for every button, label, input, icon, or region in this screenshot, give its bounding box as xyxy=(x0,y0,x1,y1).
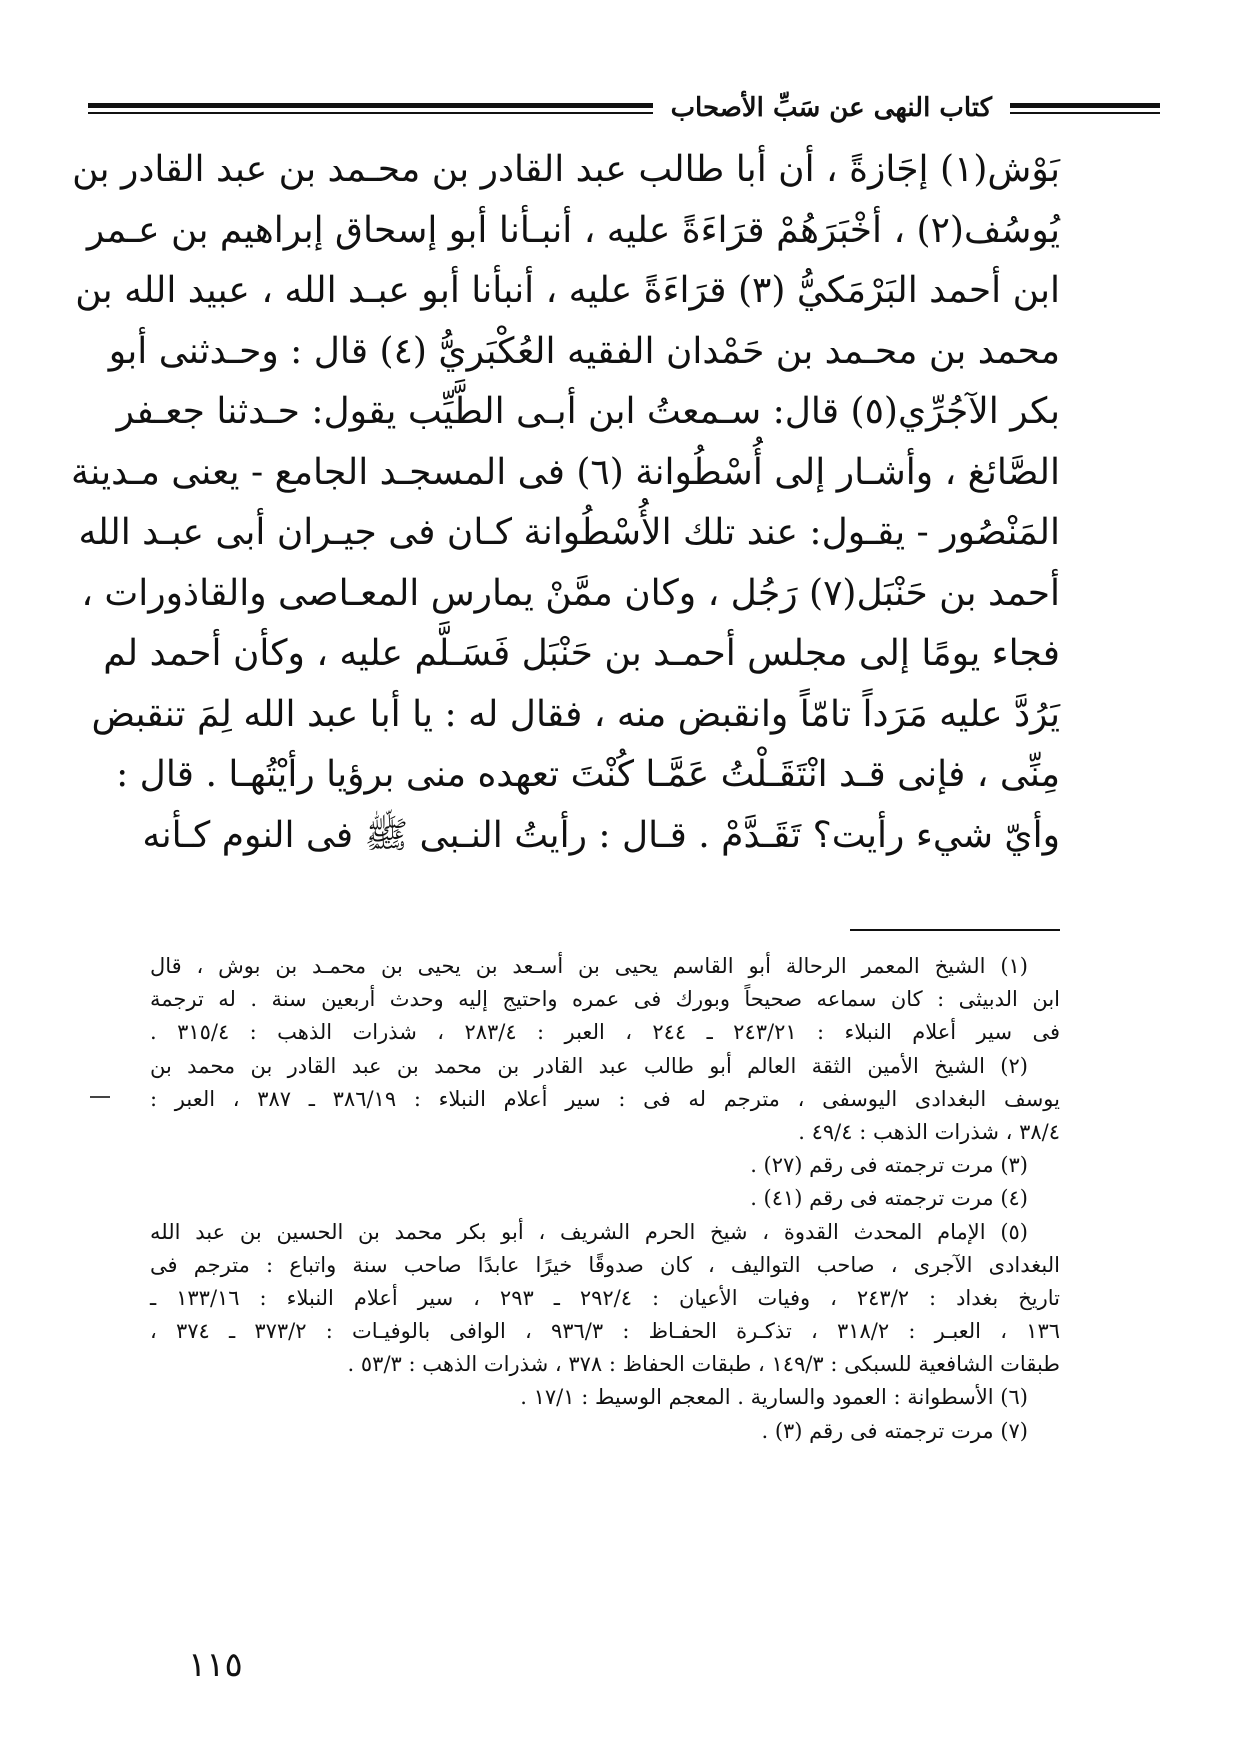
footnote-separator xyxy=(850,929,1060,931)
footnote-line: البغدادى الآجرى ، صاحب التواليف ، كان صدوقًا خيرًا عابدًا صاحب سنة واتباع : مترجم فى xyxy=(150,1252,1060,1277)
text-line: يُوسُف(٢) ، أخْبَرَهُمْ قرَاءَةً عليه ، أنبـأنا أبو إسحاق إبراهيم بن عـمر xyxy=(86,209,1060,251)
text-line: أحمد بن حَنْبَل(٧) رَجُل ، وكان ممَّنْ يمارس المعـاصى والقاذورات ، xyxy=(81,572,1060,614)
footnote-line: (٢) الشيخ الأمين الثقة العالم أبو طالب عبد القادر بن محمد بن عبد القادر بن محمد بن xyxy=(150,1053,1028,1078)
text-line: فجاء يومًا إلى مجلس أحمـد بن حَنْبَل فَسَـلَّم عليه ، وكأن أحمد لم xyxy=(103,633,1060,674)
footnote-line: ١٣٦ ، العبـر : ٣١٨/٢ ، تذكـرة الحفـاظ : ٩٣٦/٣ ، الوافى بالوفيـات : ٣٧٣/٢ ـ ٣٧٤ ، xyxy=(150,1319,1061,1344)
footnote-line: طبقات الشافعية للسبكى : ١٤٩/٣ ، طبقات الحفاظ : ٣٧٨ ، شذرات الذهب : ٥٣/٣ . xyxy=(347,1352,1060,1377)
footnotes xyxy=(150,950,1060,1448)
footnote-line: يوسف البغدادى اليوسفى ، مترجم له فى : سير أعلام النبلاء : ٣٨٦/١٩ ـ ٣٨٧ ، العبر : xyxy=(150,1086,1060,1111)
footnote-line: (٣) مرت ترجمته فى رقم (٢٧) . xyxy=(750,1153,1028,1178)
footnote-line: (٦) الأسطوانة : العمود والسارية . المعجم الوسيط : ١٧/١ . xyxy=(520,1385,1028,1410)
page-number: ١١٥ xyxy=(188,1645,243,1685)
text-line: ابن أحمد البَرْمَكيُّ (٣) قرَاءَةً عليه ، أنبأنا أبو عبـد الله ، عبيد الله بن xyxy=(75,270,1060,311)
text-line: وأيّ شيء رأيت؟ تَقَـدَّمْ . قـال : رأيتُ النـبى ﷺ فى النوم كـأنه xyxy=(142,814,1060,856)
margin-mark xyxy=(90,1096,110,1098)
footnote-line: فى سير أعلام النبلاء : ٢٤٣/٢١ ـ ٢٤٤ ، العبر : ٢٨٣/٤ ، شذرات الذهب : ٣١٥/٤ . xyxy=(150,1020,1060,1045)
header-rule-right xyxy=(1010,103,1160,114)
header-rule-left xyxy=(88,103,653,114)
main-text xyxy=(70,140,1060,866)
text-line: بَوْش(١) إجَازةً ، أن أبا طالب عبد القادر بن محـمد بن عبد القادر بن xyxy=(72,149,1060,190)
footnote-line: ٣٨/٤ ، شذرات الذهب : ٤٩/٤ . xyxy=(798,1119,1060,1144)
text-line: مِنِّى ، فإنى قـد انْتَقَـلْتُ عَمَّـا كُنْتَ تعهده منى برؤيا رأيْتُهـا . قال : xyxy=(116,754,1060,795)
footnote-line: (٧) مرت ترجمته فى رقم (٣) . xyxy=(761,1418,1028,1443)
text-line: الصَّائغ ، وأشـار إلى أُسْطُوانة (٦) فى المسجـد الجامع - يعنى مـدينة xyxy=(70,451,1060,493)
footnote-line: ابن الدبيثى : كان سماعه صحيحاً وبورك فى عمره واحتيج إليه وحدث أربعين سنة . له ترجمة xyxy=(150,987,1060,1012)
footnote-line: (٤) مرت ترجمته فى رقم (٤١) . xyxy=(750,1186,1028,1211)
footnote-line: تاريخ بغداد : ٢٤٣/٢ ، وفيات الأعيان : ٢٩٢/٤ ـ ٢٩٣ ، سير أعلام النبلاء : ١٣٣/١٦ ـ xyxy=(150,1285,1060,1310)
book-title: كتاب النهى عن سَبِّ الأصحاب xyxy=(670,93,992,123)
text-line: المَنْصُور - يقـول: عند تلك الأُسْطُوانة كـان فى جيـران أبى عبـد الله xyxy=(78,512,1060,553)
footnote-line: (١) الشيخ المعمر الرحالة أبو القاسم يحيى بن أسـعد بن يحيى بن محمـد بن بوش ، قال xyxy=(150,954,1028,978)
text-line: بكر الآجُرِّي(٥) قال: سـمعتُ ابن أبـى الطَّيِّب يقول: حـدثنا جعـفر xyxy=(116,391,1060,432)
text-line: يَرُدَّ عليه مَرَداً تامّاً وانقبض منه ، فقال له : يا أبا عبد الله لِمَ تنقبض xyxy=(91,693,1060,735)
footnote-line: (٥) الإمام المحدث القدوة ، شيخ الحرم الشريف ، أبو بكر محمد بن الحسين بن عبد الله xyxy=(150,1219,1028,1244)
text-line: محمد بن محـمد بن حَمْدان الفقيه العُكْبَريُّ (٤) قال : وحـدثنى أبو xyxy=(108,330,1060,372)
running-header xyxy=(88,88,1160,128)
